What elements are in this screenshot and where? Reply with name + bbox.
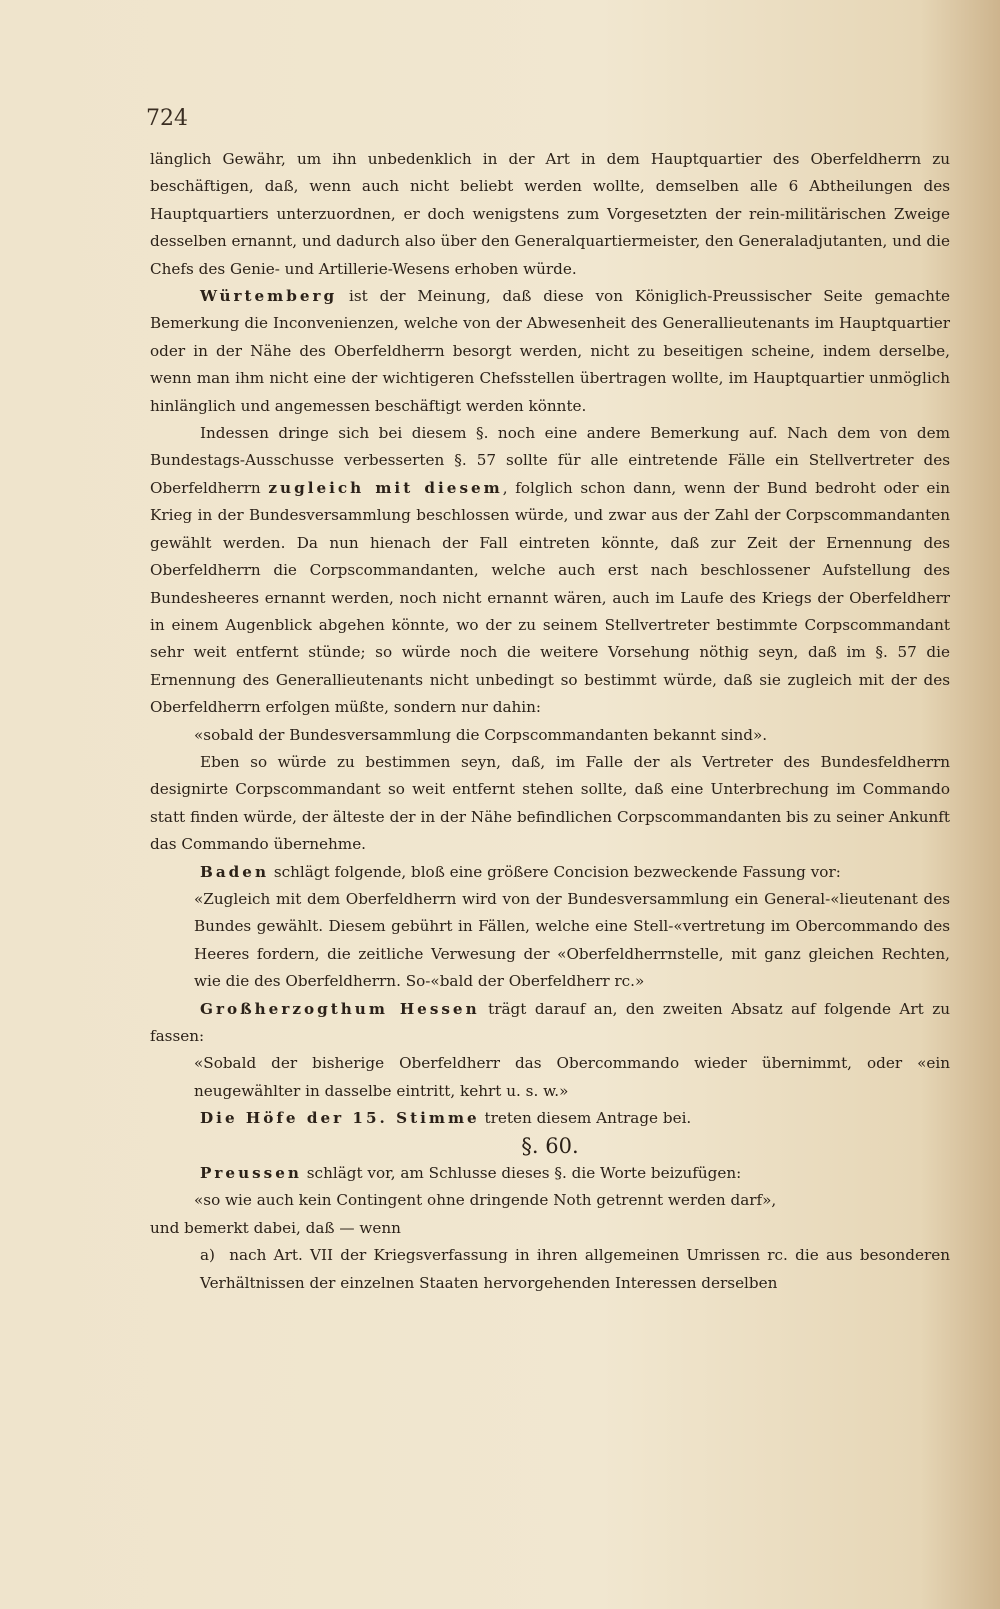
paragraph-text: schlägt vor, am Schlusse dieses §. die Worte beizufügen: xyxy=(301,1164,742,1183)
quote-2: «Zugleich mit dem Oberfeldherrn wird von der Bundesversammlung ein General-«lieutenant des Bundes gewählt. Diesem gebührt in Fällen, welche eine Stell-«vertretung im Obercommando des Heeres fordern, die zeitliche Verwesung der «Oberfeldherrnstelle, mit ganz gleichen Rechten, wie die des Oberfeldherrn. So-«bald der Oberfeldherr rc.» xyxy=(194,889,950,991)
state-name-hessen: Großherzogthum Hessen xyxy=(200,999,480,1018)
paragraph-text: Indessen dringe sich bei diesem §. noch eine andere Bemerkung auf. Nach dem von dem Bundestags-Ausschusse verbesserten §. 57 sollte für alle eintretende Fälle ein Stellvertreter des Oberfeldherrn xyxy=(150,424,950,497)
state-name-baden: Baden xyxy=(200,862,270,881)
body-text xyxy=(150,146,950,1297)
paragraph-bemerkt: und bemerkt dabei, daß — wenn xyxy=(150,1218,401,1237)
quote-4: «so wie auch kein Contingent ohne dringende Noth getrennt werden darf», xyxy=(194,1191,777,1210)
paragraph-hoefe xyxy=(150,1105,950,1132)
quote-1: «sobald der Bundesversammlung die Corpscommandanten bekannt sind». xyxy=(194,725,768,744)
paragraph-text: schlägt folgende, bloß eine größere Concision bezweckende Fassung vor: xyxy=(269,862,841,881)
item-text: nach Art. VII der Kriegsverfassung in ihren allgemeinen Umrissen rc. die aus besonderen Verhältnissen der einzelnen Staaten hervorgehenden Interessen derselben xyxy=(200,1246,950,1292)
page-number: 724 xyxy=(146,106,188,131)
emphasis-zugleich: zugleich mit diesem xyxy=(268,478,503,497)
state-name-hoefe: Die Höfe der 15. Stimme xyxy=(200,1109,480,1128)
list-item-a xyxy=(150,1242,950,1297)
paragraph-text: trägt darauf an, den zweiten Absatz auf folgende Art zu fassen: xyxy=(150,999,950,1045)
paragraph-wuertemberg xyxy=(150,283,950,420)
paragraph-1: länglich Gewähr, um ihn unbedenklich in der Art in dem Hauptquartier des Oberfeldherrn zu beschäftigen, daß, wenn auch nicht beliebt werden wollte, demselben alle 6 Abtheilungen des Hauptquartiers unterzuordnen, er doch wenigstens zum Vorgesetzten der rein-militärischen Zweige desselben ernannt, und dadurch also über den Generalquartiermeister, den Generaladjutanten, und die Chefs des Genie- und Artillerie-Wesens erhoben würde. xyxy=(150,150,950,278)
paragraph-preussen xyxy=(150,1160,950,1187)
section-heading: §. 60. xyxy=(521,1133,579,1158)
paragraph-text: , folglich schon dann, wenn der Bund bedroht oder ein Krieg in der Bundesversammlung beschlossen würde, und zwar aus der Zahl der Corpscommandanten gewählt werden. Da nun hienach der Fall eintreten könnte, daß zur Zeit der Ernennung des Oberfeldherrn die Corpscommandanten, welche auch erst nach beschlossener Aufstellung des Bundesheeres ernannt werden, noch nicht ernannt wären, auch im Laufe des Kriegs der Oberfeldherr in einem Augenblick abgehen könnte, wo der zu seinem Stellvertreter bestimmte Corpscommandant sehr weit entfernt stünde; so würde noch die weitere Vorsehung nöthig seyn, daß im §. 57 die Ernennung des Generallieutenants nicht unbedingt so bestimmt würde, daß sie zugleich mit der des Oberfeldherrn erfolgen müßte, sondern nur dahin: xyxy=(150,478,950,717)
paragraph-text: ist der Meinung, daß diese von Königlich-Preussischer Seite gemachte Bemerkung die Inconvenienzen, welche von der Abwesenheit des Generallieutenants im Hauptquartier oder in der Nähe des Oberfeldherrn besorgt werden, nicht zu beseitigen scheine, indem derselbe, wenn man ihm nicht eine der wichtigeren Chefsstellen übertragen wollte, im Hauptquartier unmöglich hinlänglich und angemessen beschäftigt werden könnte. xyxy=(150,287,950,415)
state-name-wuertemberg: Würtemberg xyxy=(200,287,338,306)
item-label: a) xyxy=(200,1246,215,1265)
quote-3: «Sobald der bisherige Oberfeldherr das Obercommando wieder übernimmt, oder «ein neugewählter in dasselbe eintritt, kehrt u. s. w.» xyxy=(194,1054,950,1100)
paragraph-hessen xyxy=(150,996,950,1051)
paragraph-eben-so: Eben so würde zu bestimmen seyn, daß, im Falle der als Vertreter des Bundesfeldherrn designirte Corpscommandant so weit entfernt stehen sollte, daß eine Unterbrechung im Commando statt finden würde, der älteste der in der Nähe befindlichen Corpscommandanten bis zu seiner Ankunft das Commando übernehme. xyxy=(150,752,950,854)
paragraph-baden xyxy=(150,859,950,886)
paragraph-indessen xyxy=(150,420,950,721)
paragraph-text: treten diesem Antrage bei. xyxy=(479,1109,692,1128)
state-name-preussen: Preussen xyxy=(200,1164,302,1183)
